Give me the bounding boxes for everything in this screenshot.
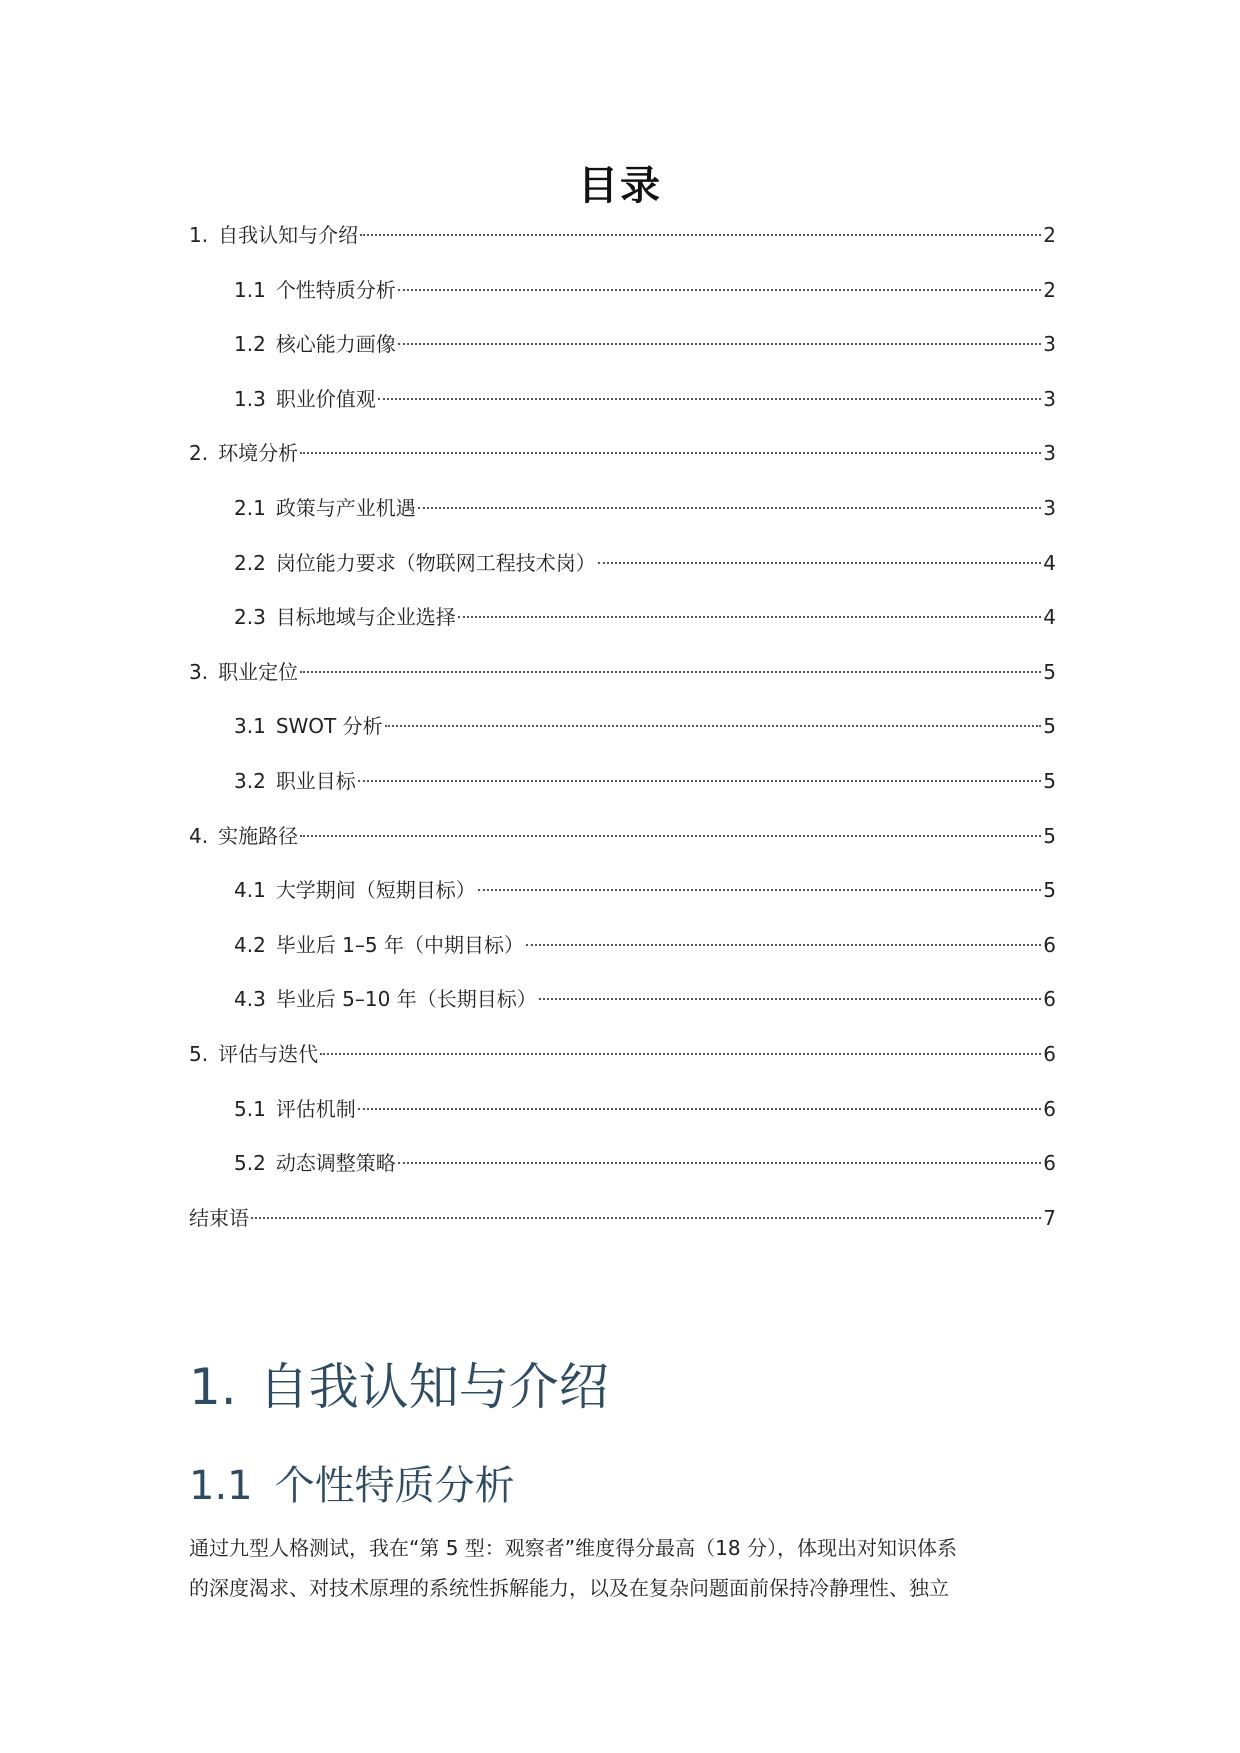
toc-entry[interactable] xyxy=(189,1027,1056,1082)
toc-entry-number: 3.1 xyxy=(234,714,266,739)
subsection-number: 1.1 xyxy=(189,1463,253,1509)
toc-entry[interactable] xyxy=(189,1082,1056,1137)
toc-entry-text: 目标地域与企业选择 xyxy=(275,605,456,630)
subsection-title: 个性特质分析 xyxy=(274,1463,515,1509)
toc-entry-text: 核心能力画像 xyxy=(275,332,396,357)
toc-entry-text: 实施路径 xyxy=(218,823,299,848)
toc-page-number: 4 xyxy=(1043,550,1056,575)
toc-entry-number: 1.1 xyxy=(234,277,266,302)
toc-entry-number: 4.2 xyxy=(234,932,266,957)
toc-entry-text: 职业目标 xyxy=(275,768,356,793)
toc-entry[interactable] xyxy=(189,317,1056,372)
toc-entry-text: 自我认知与介绍 xyxy=(218,223,359,247)
toc-dot-leader xyxy=(478,889,1041,891)
section-heading xyxy=(189,1352,609,1422)
toc-page-number: 7 xyxy=(1043,1205,1056,1230)
toc-entry[interactable] xyxy=(189,754,1056,809)
toc-dot-leader xyxy=(360,234,1041,236)
toc-page-number: 6 xyxy=(1043,932,1056,957)
toc-entry[interactable] xyxy=(189,863,1056,918)
toc-title: 目录 xyxy=(578,163,662,209)
toc-entry[interactable] xyxy=(189,1136,1056,1191)
toc-dot-leader xyxy=(385,725,1042,727)
toc-entry-number: 4. xyxy=(189,823,209,848)
toc-page-number: 6 xyxy=(1043,987,1056,1012)
toc-dot-leader xyxy=(300,452,1041,454)
toc-dot-leader xyxy=(398,1162,1041,1164)
paragraph-line: 通过九型人格测试，我在“第 5 型：观察者”维度得分最高（18 分），体现出对知识体系 xyxy=(189,1536,957,1560)
toc-dot-leader xyxy=(598,562,1041,564)
toc-entry-text: 职业定位 xyxy=(218,659,299,684)
toc-dot-leader xyxy=(458,616,1041,618)
toc-entry[interactable] xyxy=(189,372,1056,427)
toc-entry-number: 1.3 xyxy=(234,386,266,411)
section-title: 自我认知与介绍 xyxy=(258,1358,609,1416)
toc-entry-number: 2. xyxy=(189,441,209,466)
toc-entry[interactable] xyxy=(189,208,1056,263)
toc-dot-leader xyxy=(300,671,1041,673)
toc-page-number: 2 xyxy=(1043,277,1056,302)
toc-page-number: 3 xyxy=(1043,332,1056,357)
body-paragraph xyxy=(189,1528,1056,1608)
toc-dot-leader xyxy=(398,289,1041,291)
toc-entry-text: 毕业后 1–5 年（中期目标） xyxy=(275,932,524,957)
toc-entry[interactable] xyxy=(189,590,1056,645)
toc-entry-text: SWOT 分析 xyxy=(275,714,383,739)
toc-entry-number: 4.3 xyxy=(234,987,266,1012)
toc-entry-text: 大学期间（短期目标） xyxy=(275,878,476,903)
toc-page-number: 4 xyxy=(1043,605,1056,630)
toc-dot-leader xyxy=(526,944,1041,946)
toc-page-number: 5 xyxy=(1043,878,1056,903)
toc-entry-number: 3.2 xyxy=(234,768,266,793)
toc-entry-text: 评估与迭代 xyxy=(218,1041,319,1066)
toc-dot-leader xyxy=(378,398,1041,400)
toc-entry-text: 结束语 xyxy=(189,1205,249,1230)
toc-entry-number: 1. xyxy=(189,223,209,247)
toc-dot-leader xyxy=(251,1217,1041,1219)
toc-entry-text: 个性特质分析 xyxy=(275,277,396,302)
toc-dot-leader xyxy=(358,1108,1041,1110)
toc-dot-leader xyxy=(398,343,1041,345)
toc-dot-leader xyxy=(539,998,1042,1000)
toc-entry-number: 2.3 xyxy=(234,605,266,630)
table-of-contents xyxy=(189,208,1056,1245)
section-number: 1. xyxy=(189,1358,237,1416)
toc-entry-number: 1.2 xyxy=(234,332,266,357)
toc-page-number: 6 xyxy=(1043,1041,1056,1066)
toc-entry[interactable] xyxy=(189,809,1056,864)
toc-entry-text: 岗位能力要求（物联网工程技术岗） xyxy=(275,550,596,575)
toc-entry[interactable] xyxy=(189,645,1056,700)
toc-entry-text: 毕业后 5–10 年（长期目标） xyxy=(275,987,537,1012)
toc-entry-number: 5.2 xyxy=(234,1151,266,1176)
toc-entry[interactable] xyxy=(189,972,1056,1027)
toc-entry-text: 政策与产业机遇 xyxy=(275,495,416,520)
toc-entry[interactable] xyxy=(189,1191,1056,1246)
toc-entry-number: 2.2 xyxy=(234,550,266,575)
toc-page-number: 3 xyxy=(1043,386,1056,411)
toc-page-number: 5 xyxy=(1043,714,1056,739)
toc-entry-number: 3. xyxy=(189,659,209,684)
paragraph-line: 的深度渴求、对技术原理的系统性拆解能力，以及在复杂问题面前保持冷静理性、独立 xyxy=(189,1576,949,1600)
toc-entry-number: 4.1 xyxy=(234,878,266,903)
toc-page-number: 5 xyxy=(1043,659,1056,684)
toc-page-number: 3 xyxy=(1043,495,1056,520)
toc-entry-text: 环境分析 xyxy=(218,441,299,466)
toc-entry[interactable] xyxy=(189,699,1056,754)
toc-entry-number: 2.1 xyxy=(234,495,266,520)
toc-entry[interactable] xyxy=(189,263,1056,318)
subsection-heading xyxy=(189,1458,515,1514)
toc-entry-number: 5. xyxy=(189,1041,209,1066)
toc-dot-leader xyxy=(300,835,1041,837)
toc-entry-number: 5.1 xyxy=(234,1096,266,1121)
toc-page-number: 5 xyxy=(1043,823,1056,848)
toc-entry-text: 评估机制 xyxy=(275,1096,356,1121)
toc-entry[interactable] xyxy=(189,918,1056,973)
toc-page-number: 3 xyxy=(1043,441,1056,466)
toc-entry-text: 动态调整策略 xyxy=(275,1151,396,1176)
toc-entry[interactable] xyxy=(189,536,1056,591)
toc-entry[interactable] xyxy=(189,426,1056,481)
toc-page-number: 6 xyxy=(1043,1096,1056,1121)
toc-dot-leader xyxy=(418,507,1041,509)
toc-page-number: 5 xyxy=(1043,768,1056,793)
toc-page-number: 6 xyxy=(1043,1151,1056,1176)
toc-page-number: 2 xyxy=(1043,223,1056,247)
toc-entry-text: 职业价值观 xyxy=(275,386,376,411)
toc-dot-leader xyxy=(358,780,1041,782)
toc-entry[interactable] xyxy=(189,481,1056,536)
toc-dot-leader xyxy=(320,1053,1041,1055)
